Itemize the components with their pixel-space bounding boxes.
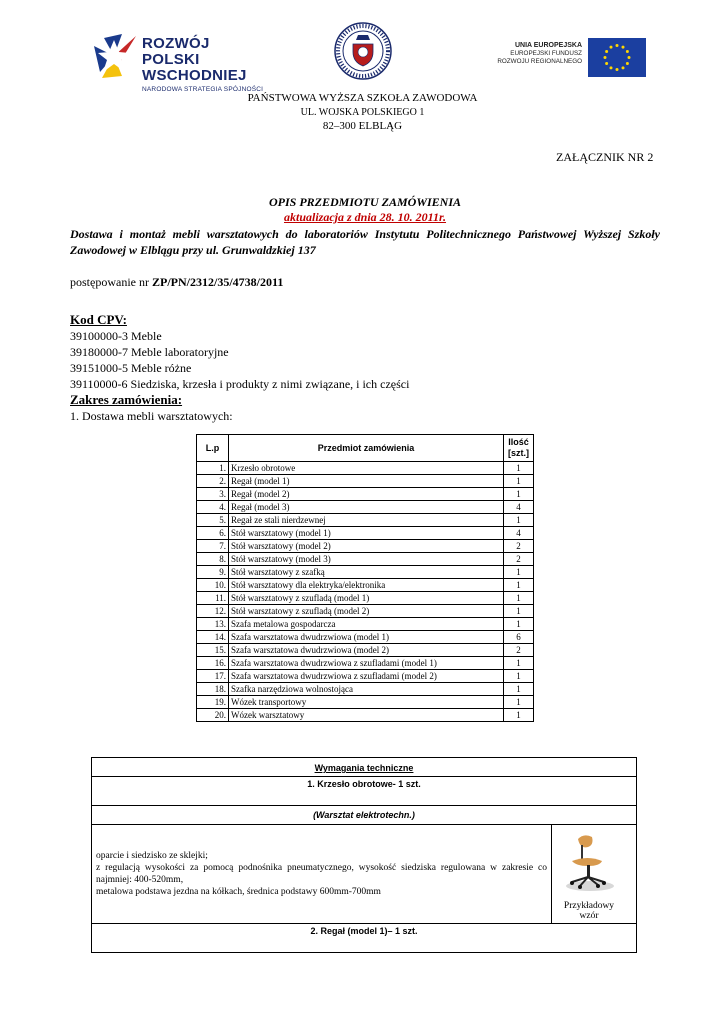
tech-item1-title: 1. Krzesło obrotowe- 1 szt.	[92, 777, 637, 806]
row-name: Szafa warsztatowa dwudrzwiowa z szufladami (model 1)	[229, 657, 504, 670]
header-lp: L.p	[197, 435, 229, 462]
row-name: Stół warsztatowy z szufladą (model 2)	[229, 605, 504, 618]
row-qty: 4	[504, 501, 534, 514]
table-row	[197, 514, 534, 527]
row-lp: 20.	[197, 709, 229, 722]
desc-line: oparcie i siedzisko ze sklejki;	[96, 851, 208, 861]
row-qty: 1	[504, 475, 534, 488]
table-row	[197, 579, 534, 592]
row-name: Stół warsztatowy z szufladą (model 1)	[229, 592, 504, 605]
order-subject: Dostawa i montaż mebli warsztatowych do laboratoriów Instytutu Politechnicznego Państwowej Wyższej Szkoły Zawodowej w Elblągu przy ul. Grunwaldzkiej 137	[70, 227, 660, 257]
procedure-prefix: postępowanie nr	[70, 275, 152, 289]
row-name: Szafa metalowa gospodarcza	[229, 618, 504, 631]
row-name: Szafa warsztatowa dwudrzwiowa (model 2)	[229, 644, 504, 657]
institution-city: 82–300 ELBLĄG	[322, 120, 403, 132]
update-date: aktualizacja z dnia 28. 10. 2011r.	[283, 210, 447, 224]
header-qty-line2: [szt.]	[508, 448, 529, 458]
row-name: Stół warsztatowy z szafką	[229, 566, 504, 579]
row-name: Wózek warsztatowy	[229, 709, 504, 722]
logo-line1: ROZWÓJ	[142, 35, 210, 52]
row-lp: 9.	[197, 566, 229, 579]
eu-star-icon	[605, 62, 608, 65]
institution-name: PAŃSTWOWA WYŻSZA SZKOŁA ZAWODOWA	[247, 92, 478, 104]
eu-star-icon	[616, 44, 619, 47]
table-row	[197, 670, 534, 683]
row-lp: 19.	[197, 696, 229, 709]
row-qty: 1	[504, 488, 534, 501]
table-row	[197, 618, 534, 631]
row-qty: 2	[504, 644, 534, 657]
eu-star-icon	[626, 50, 629, 53]
cpv-section	[70, 312, 409, 424]
table-row	[197, 501, 534, 514]
eu-star-icon	[605, 50, 608, 53]
eu-star-icon	[628, 56, 631, 59]
row-qty: 1	[504, 670, 534, 683]
table-row	[197, 566, 534, 579]
tech-heading: Wymagania techniczne	[92, 758, 637, 777]
row-name: Stół warsztatowy (model 1)	[229, 527, 504, 540]
table-row	[197, 644, 534, 657]
row-lp: 5.	[197, 514, 229, 527]
row-name: Szafa warsztatowa dwudrzwiowa (model 1)	[229, 631, 504, 644]
logo-line3: NARODOWA STRATEGIA SPÓJNOŚCI	[142, 86, 264, 93]
eu-line3: ROZWOJU REGIONALNEGO	[497, 58, 582, 65]
row-lp: 3.	[197, 488, 229, 501]
table-row	[197, 696, 534, 709]
row-qty: 1	[504, 709, 534, 722]
cpv-code: 39110000-6 Siedziska, krzesła i produkty z nimi związane, i ich części	[70, 377, 410, 391]
row-lp: 14.	[197, 631, 229, 644]
rozwoj-polski-wschodniej-logo	[92, 30, 292, 93]
row-name: Regał (model 3)	[229, 501, 504, 514]
header-qty-line1: Ilość	[508, 437, 529, 447]
logo-star-icon	[92, 32, 136, 80]
table-row	[197, 709, 534, 722]
furniture-items-table	[196, 434, 534, 722]
table-row	[197, 462, 534, 475]
row-qty: 1	[504, 618, 534, 631]
image-caption: Przykładowy wzór	[563, 901, 615, 921]
row-lp: 8.	[197, 553, 229, 566]
eu-line2: EUROPEJSKI FUNDUSZ	[510, 50, 582, 57]
row-name: Regał (model 2)	[229, 488, 504, 501]
eu-star-icon	[610, 46, 613, 49]
procedure-line	[70, 274, 283, 290]
row-qty: 1	[504, 605, 534, 618]
eu-star-icon	[616, 68, 619, 71]
eu-line1: UNIA EUROPEJSKA	[514, 42, 582, 49]
row-name: Stół warsztatowy (model 3)	[229, 553, 504, 566]
row-qty: 1	[504, 579, 534, 592]
table-row	[197, 631, 534, 644]
row-qty: 1	[504, 696, 534, 709]
scope-item-1: 1. Dostawa mebli warsztatowych:	[70, 409, 233, 423]
row-lp: 13.	[197, 618, 229, 631]
row-qty: 2	[504, 553, 534, 566]
row-lp: 12.	[197, 605, 229, 618]
row-lp: 2.	[197, 475, 229, 488]
table-row	[197, 683, 534, 696]
row-lp: 10.	[197, 579, 229, 592]
table-header-row	[197, 435, 534, 462]
row-name: Stół warsztatowy (model 2)	[229, 540, 504, 553]
tech-item2-title: 2. Regał (model 1)– 1 szt.	[92, 924, 637, 953]
row-name: Krzesło obrotowe	[229, 462, 504, 475]
eu-star-icon	[626, 62, 629, 65]
logo-line2: POLSKI WSCHODNIEJ	[142, 51, 247, 84]
row-lp: 11.	[197, 592, 229, 605]
table-row	[197, 657, 534, 670]
tech-item1-image-cell	[552, 825, 637, 924]
technical-requirements-table	[91, 757, 637, 953]
eu-star-icon	[622, 66, 625, 69]
document-title: OPIS PRZEDMIOTU ZAMÓWIENIA	[268, 195, 462, 209]
row-name: Stół warsztatowy dla elektryka/elektronika	[229, 579, 504, 592]
row-lp: 7.	[197, 540, 229, 553]
row-name: Regał (model 1)	[229, 475, 504, 488]
tech-item1-description	[92, 825, 552, 924]
row-lp: 6.	[197, 527, 229, 540]
eu-star-icon	[622, 46, 625, 49]
desc-line: z regulacją wysokości za pomocą podnośnika pneumatycznego, wysokość siedziska regulowana w zakresie co najmniej: 400-520mm,	[96, 863, 547, 885]
table-row	[197, 488, 534, 501]
cpv-code: 39151000-5 Meble różne	[70, 361, 192, 375]
table-row	[197, 592, 534, 605]
eu-star-icon	[610, 66, 613, 69]
row-name: Szafka narzędziowa wolnostojąca	[229, 683, 504, 696]
cpv-heading: Kod CPV:	[70, 312, 127, 327]
procedure-number: ZP/PN/2312/35/4738/2011	[151, 275, 284, 289]
cpv-code: 39180000-7 Meble laboratoryjne	[70, 345, 229, 359]
eu-fund-caption	[480, 41, 582, 66]
eu-star-icon	[604, 56, 607, 59]
row-qty: 4	[504, 527, 534, 540]
row-qty: 6	[504, 631, 534, 644]
annex-number: ZAŁĄCZNIK NR 2	[556, 150, 654, 164]
row-qty: 2	[504, 540, 534, 553]
row-qty: 1	[504, 657, 534, 670]
row-lp: 18.	[197, 683, 229, 696]
scope-heading: Zakres zamówienia:	[70, 392, 183, 407]
row-name: Regał ze stali nierdzewnej	[229, 514, 504, 527]
header-qty	[504, 435, 534, 462]
table-row	[197, 605, 534, 618]
row-lp: 15.	[197, 644, 229, 657]
row-lp: 4.	[197, 501, 229, 514]
cpv-code: 39100000-3 Meble	[70, 329, 162, 343]
university-seal-icon	[334, 22, 392, 80]
swivel-chair-icon	[560, 831, 616, 893]
table-row	[197, 553, 534, 566]
row-name: Szafa warsztatowa dwudrzwiowa z szufladami (model 2)	[229, 670, 504, 683]
row-lp: 16.	[197, 657, 229, 670]
institution-street: UL. WOJSKA POLSKIEGO 1	[300, 107, 425, 118]
row-lp: 1.	[197, 462, 229, 475]
row-lp: 17.	[197, 670, 229, 683]
row-name: Wózek transportowy	[229, 696, 504, 709]
table-row	[197, 527, 534, 540]
eu-flag-icon	[588, 38, 646, 77]
row-qty: 1	[504, 566, 534, 579]
row-qty: 1	[504, 592, 534, 605]
desc-line: metalowa podstawa jezdna na kółkach, średnica podstawy 600mm-700mm	[96, 887, 381, 897]
row-qty: 1	[504, 462, 534, 475]
table-row	[197, 475, 534, 488]
row-qty: 1	[504, 514, 534, 527]
row-qty: 1	[504, 683, 534, 696]
header-subject: Przedmiot zamówienia	[229, 435, 504, 462]
table-row	[197, 540, 534, 553]
tech-item1-location: (Warsztat elektrotechn.)	[92, 806, 637, 825]
